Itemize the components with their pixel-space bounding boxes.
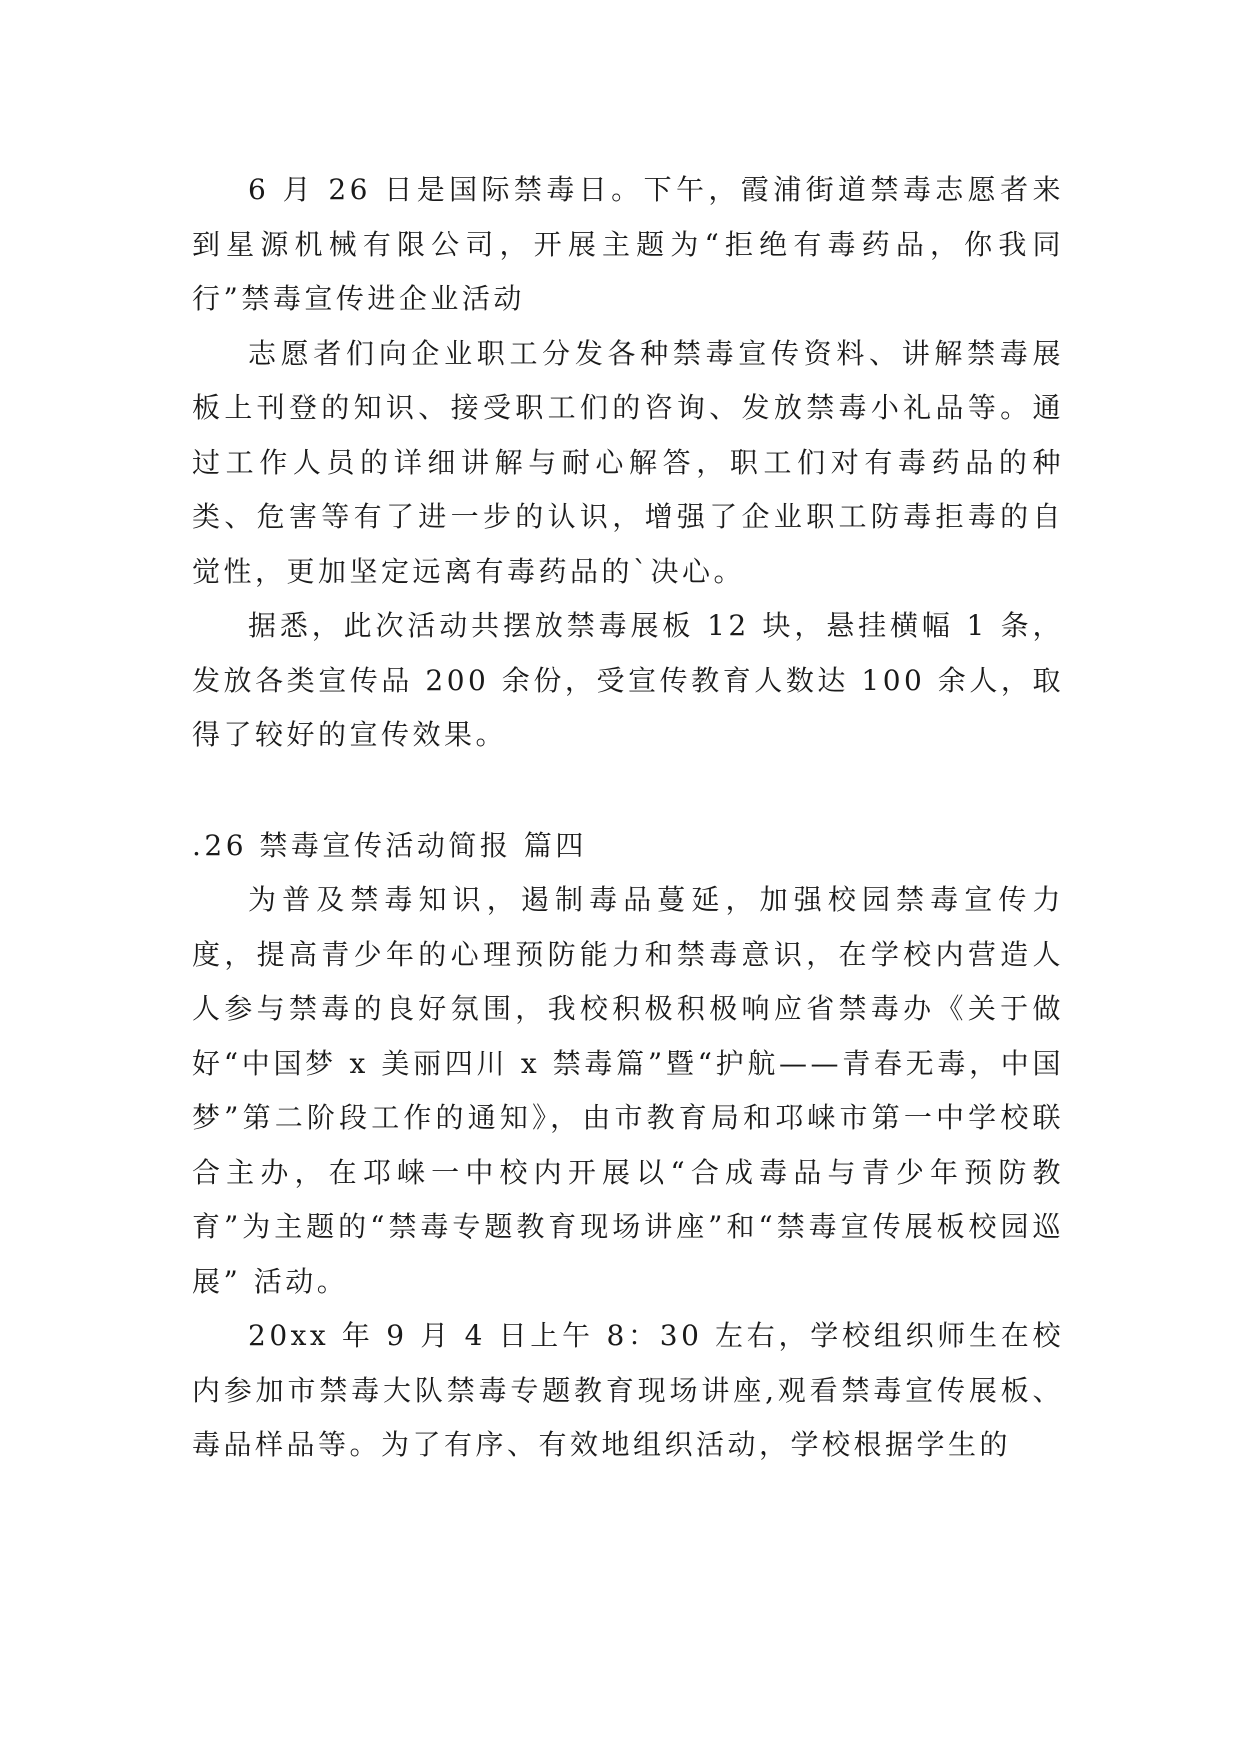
paragraph-volunteers: 志愿者们向企业职工分发各种禁毒宣传资料、讲解禁毒展板上刊登的知识、接受职工们的咨询、发放禁毒小礼品等。通过工作人员的详细讲解与耐心解答，职工们对有毒药品的种类、危害等有了进一步的认识，增强了企业职工防毒拒毒的自觉性，更加坚定远离有毒药品的`决心。 (192, 336, 1064, 588)
paragraph-statistics: 据悉，此次活动共摆放禁毒展板 12 块，悬挂横幅 1 条，发放各类宣传品 200 余份，受宣传教育人数达 100 余人，取得了较好的宣传效果。 (192, 609, 1064, 751)
document-body (192, 163, 1064, 1473)
paragraph-lecture: 20xx 年 9 月 4 日上午 8：30 左右，学校组织师生在校内参加市禁毒大队禁毒专题教育现场讲座,观看禁毒宣传展板、毒品样品等。为了有序、有效地组织活动，学校根据学生的 (192, 1319, 1064, 1461)
paragraph-intro: 6 月 26 日是国际禁毒日。下午，霞浦街道禁毒志愿者来到星源机械有限公司，开展主题为“拒绝有毒药品，你我同行”禁毒宣传进企业活动 (192, 173, 1064, 315)
paragraph-campaign: 为普及禁毒知识，遏制毒品蔓延，加强校园禁毒宣传力度，提高青少年的心理预防能力和禁毒意识，在学校内营造人人参与禁毒的良好氛围，我校积极积极响应省禁毒办《关于做好“中国梦 x 美丽四川 x 禁毒篇”暨“护航——青春无毒，中国梦”第二阶段工作的通知》，由市教育局和邛崃市第一中学校联合主办，在邛崃一中校内开展以“合成毒品与青少年预防教育”为主题的“禁毒专题教育现场讲座”和“禁毒宣传展板校园巡展” 活动。 (192, 883, 1064, 1298)
section-heading: .26 禁毒宣传活动简报 篇四 (192, 828, 587, 862)
